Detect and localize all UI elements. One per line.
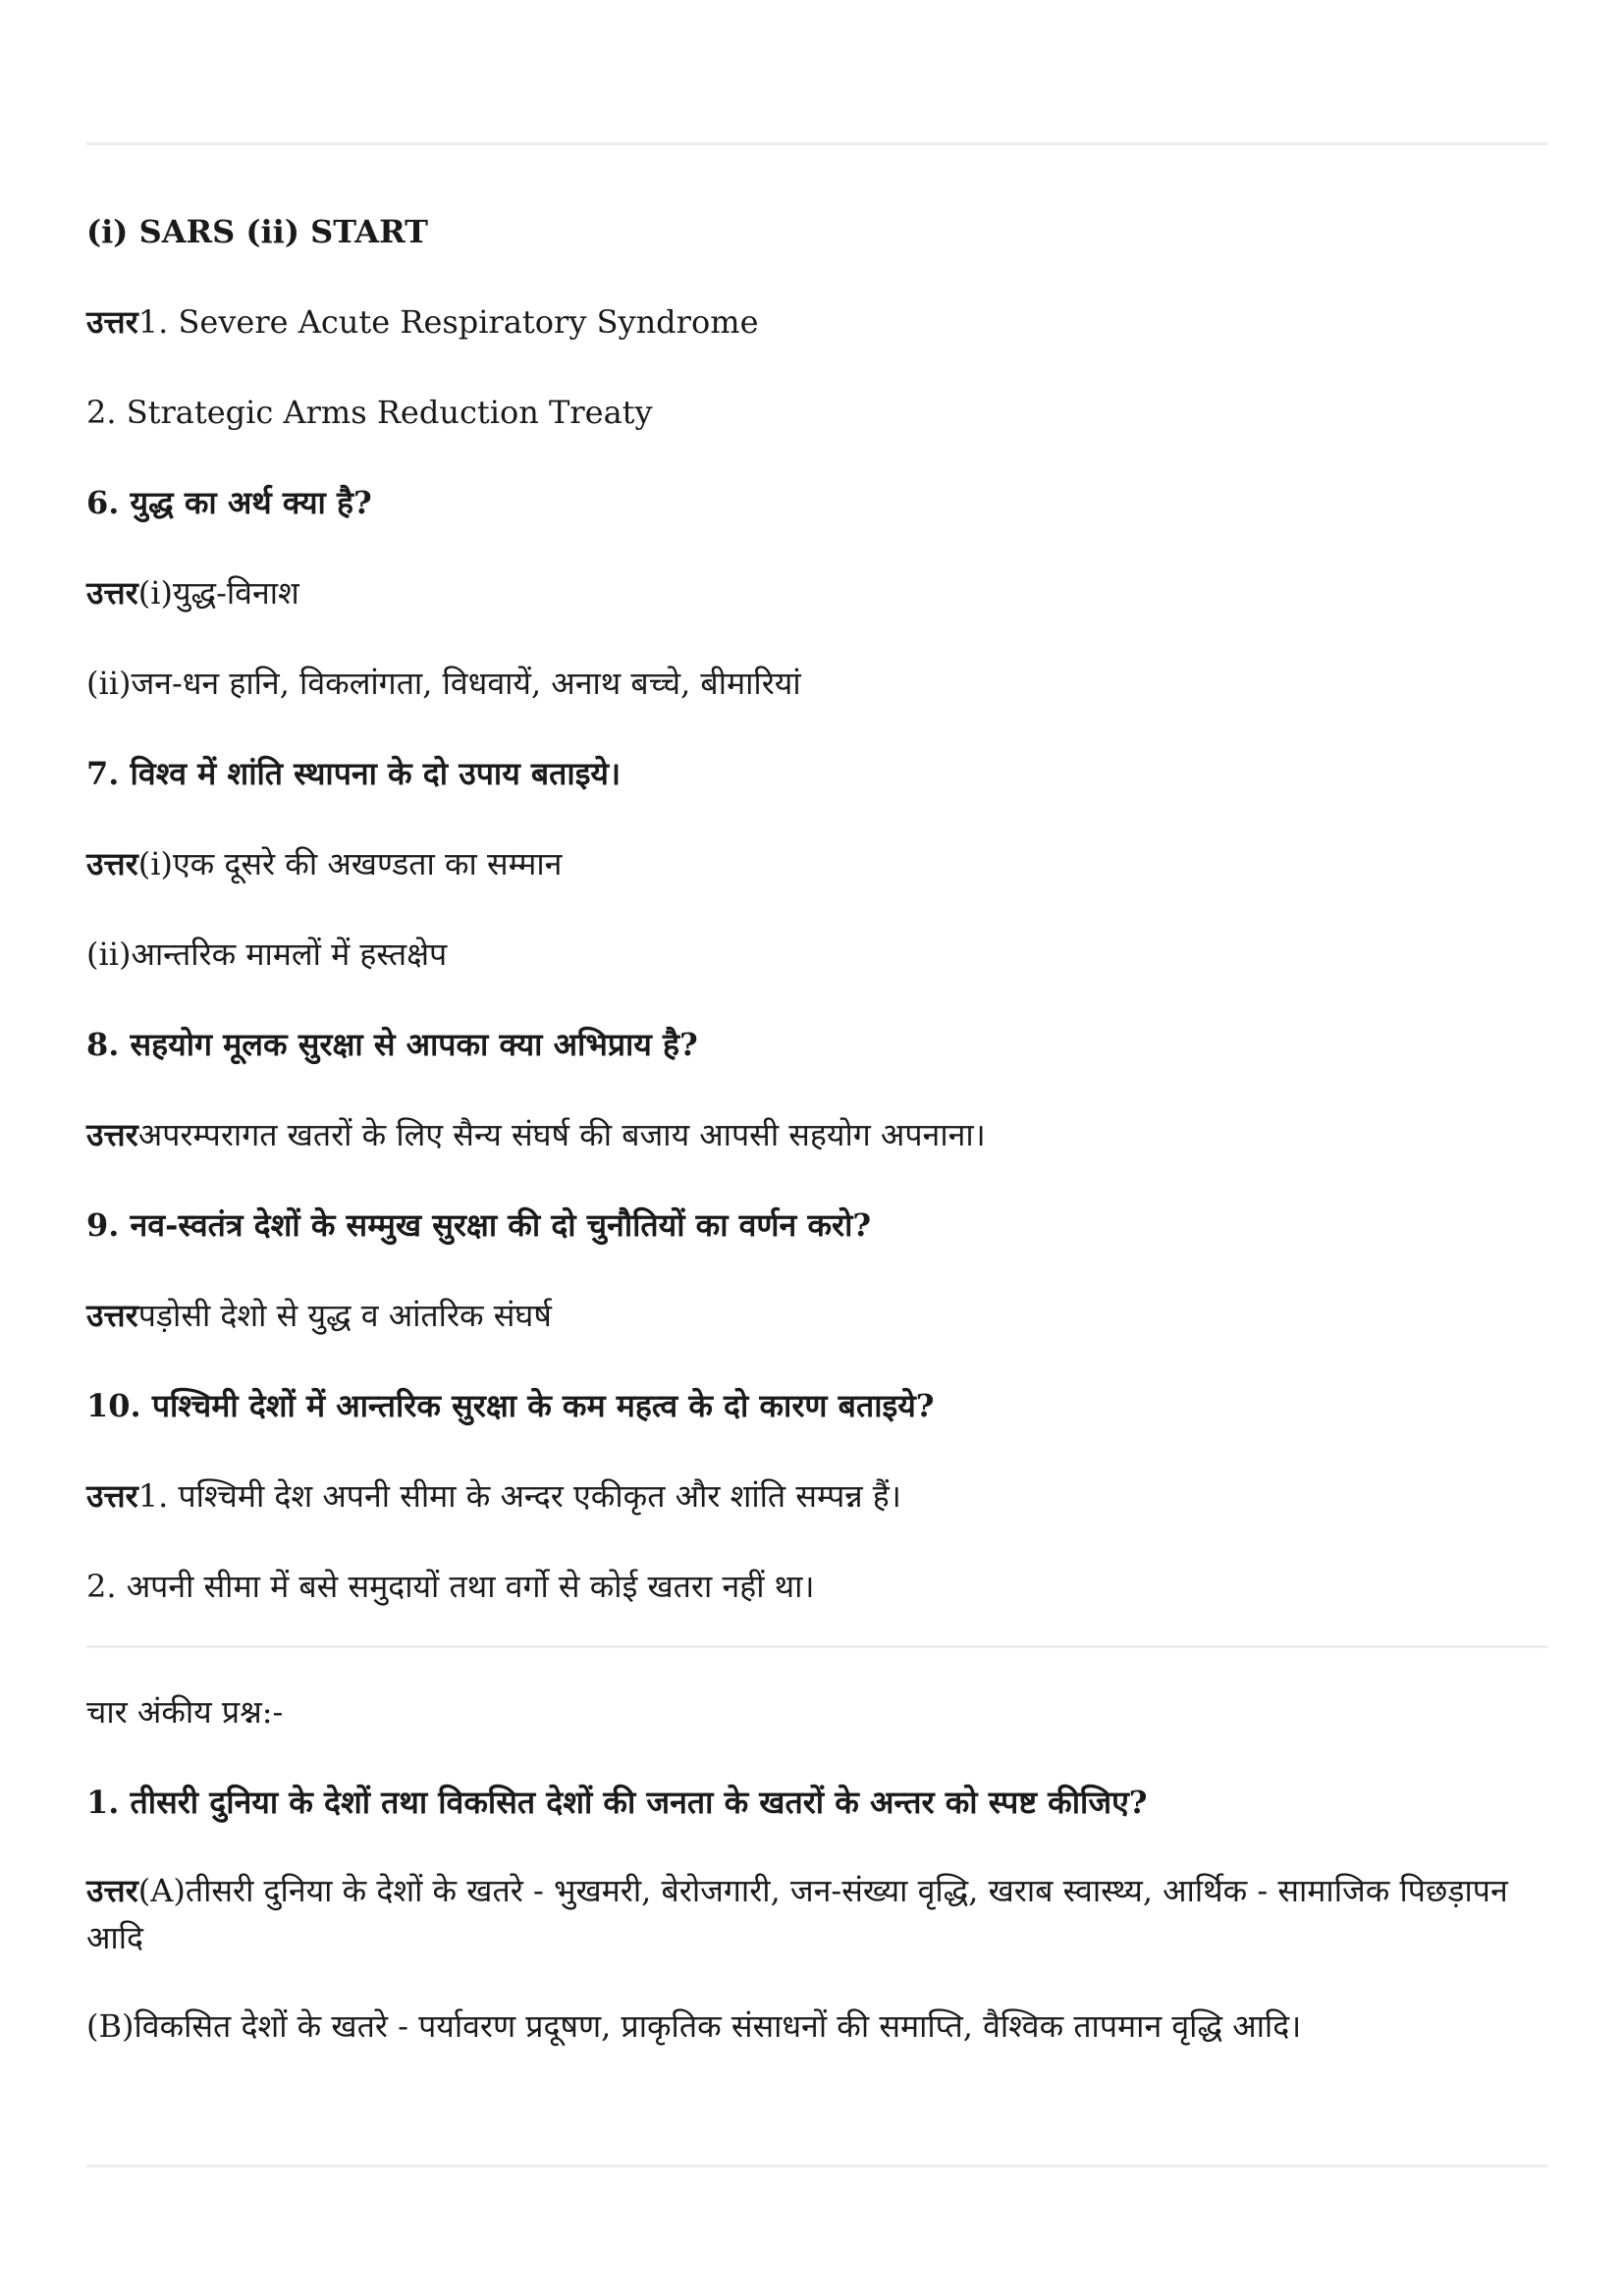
question-6: 6. युद्ध का अर्थ क्या है?: [86, 484, 372, 521]
answer-label: उत्तर: [86, 1872, 138, 1909]
four-mark-answer-a: [86, 1867, 1549, 1961]
answer-label: उत्तर: [86, 574, 138, 612]
answer-10-part-1: [86, 1472, 1549, 1520]
answer-6-part-1: [86, 569, 1549, 616]
answer-label: उत्तर: [86, 303, 138, 341]
answer-9: [86, 1292, 1549, 1339]
four-mark-question-1: 1. तीसरी दुनिया के देशों तथा विकसित देशों की जनता के खतरों के अन्तर को स्पष्ट कीजिए?: [86, 1784, 1148, 1821]
section-divider: [86, 1645, 1547, 1648]
question-9: 9. नव-स्वतंत्र देशों के सम्मुख सुरक्षा की दो चुनौतियों का वर्णन करो?: [86, 1206, 872, 1244]
answer-label: उत्तर: [86, 1477, 138, 1515]
answer-text: (i)युद्ध-विनाश: [137, 574, 299, 612]
top-divider: [86, 142, 1547, 145]
answer-text: 1. Severe Acute Respiratory Syndrome: [137, 303, 759, 341]
answer-text: 1. पश्चिमी देश अपनी सीमा के अन्दर एकीकृत और शांति सम्पन्न हैं।: [137, 1477, 901, 1515]
abbreviation-question: (i) SARS (ii) START: [86, 213, 428, 250]
answer-text: (A)तीसरी दुनिया के देशों के खतरे - भुखमरी, बेरोजगारी, जन-संख्या वृद्धि, खराब स्वास्थ्य, आर्थिक - सामाजिक पिछड़ापन आदि: [86, 1872, 1508, 1956]
four-mark-answer-b: (B)विकसित देशों के खतरे - पर्यावरण प्रदूषण, प्राकृतिक संसाधनों की समाप्ति, वैश्विक तापमान वृद्धि आदि।: [86, 2007, 1302, 2045]
section-heading: चार अंकीय प्रश्न:-: [86, 1693, 284, 1731]
answer-label: उत्तर: [86, 1116, 138, 1153]
answer-label: उत्तर: [86, 1297, 138, 1334]
question-8: 8. सहयोग मूलक सुरक्षा से आपका क्या अभिप्राय है?: [86, 1026, 698, 1063]
answer-7-part-2: (ii)आन्तरिक मामलों में हस्तक्षेप: [86, 935, 448, 973]
answer-text: पड़ोसी देशो से युद्ध व आंतरिक संघर्ष: [137, 1297, 552, 1334]
question-10: 10. पश्चिमी देशों में आन्तरिक सुरक्षा के कम महत्व के दो कारण बताइये?: [86, 1387, 935, 1424]
answer-text: अपरम्परागत खतरों के लिए सैन्य संघर्ष की बजाय आपसी सहयोग अपनाना।: [137, 1116, 986, 1153]
answer-label: उत्तर: [86, 845, 138, 882]
answer-start: 2. Strategic Arms Reduction Treaty: [86, 394, 653, 431]
answer-8: [86, 1111, 1549, 1158]
answer-10-part-2: 2. अपनी सीमा में बसे समुदायों तथा वर्गो से कोई खतरा नहीं था।: [86, 1568, 815, 1605]
answer-6-part-2: (ii)जन-धन हानि, विकलांगता, विधवायें, अनाथ बच्चे, बीमारियां: [86, 665, 801, 702]
answer-7-part-1: [86, 840, 1549, 887]
answer-text: (i)एक दूसरे की अखण्डता का सम्मान: [137, 845, 563, 882]
question-7: 7. विश्व में शांति स्थापना के दो उपाय बताइये।: [86, 755, 622, 792]
bottom-divider: [86, 2164, 1547, 2167]
answer-sars: [86, 298, 1549, 346]
